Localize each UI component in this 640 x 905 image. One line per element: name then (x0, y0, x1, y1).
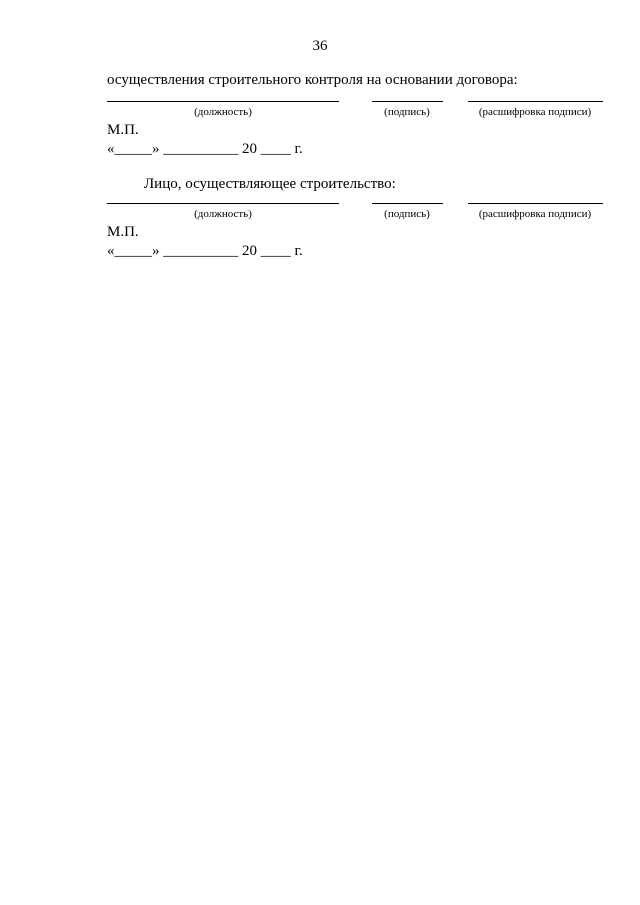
page-number: 36 (312, 38, 328, 54)
block2-date-line: «_____» __________ 20 ____ г. (107, 243, 303, 259)
block2-position-caption: (должность) (194, 208, 252, 220)
block1-position-line (107, 101, 339, 102)
block1-decoding-line (468, 101, 603, 102)
block1-date-line: «_____» __________ 20 ____ г. (107, 141, 303, 157)
block1-signature-caption: (подпись) (384, 106, 430, 118)
block1-position-caption: (должность) (194, 106, 252, 118)
block2-position-line (107, 203, 339, 204)
block2-signature-caption: (подпись) (384, 208, 430, 220)
block2-intro: Лицо, осуществляющее строительство: (144, 176, 396, 192)
block1-signature-line (372, 101, 443, 102)
block1-decoding-caption: (расшифровка подписи) (478, 106, 592, 118)
block1-stamp: М.П. (107, 122, 139, 138)
block1-intro: осуществления строительного контроля на основании договора: (107, 72, 518, 88)
block2-decoding-caption: (расшифровка подписи) (478, 208, 592, 220)
block2-decoding-line (468, 203, 603, 204)
block2-stamp: М.П. (107, 224, 139, 240)
block2-signature-line (372, 203, 443, 204)
